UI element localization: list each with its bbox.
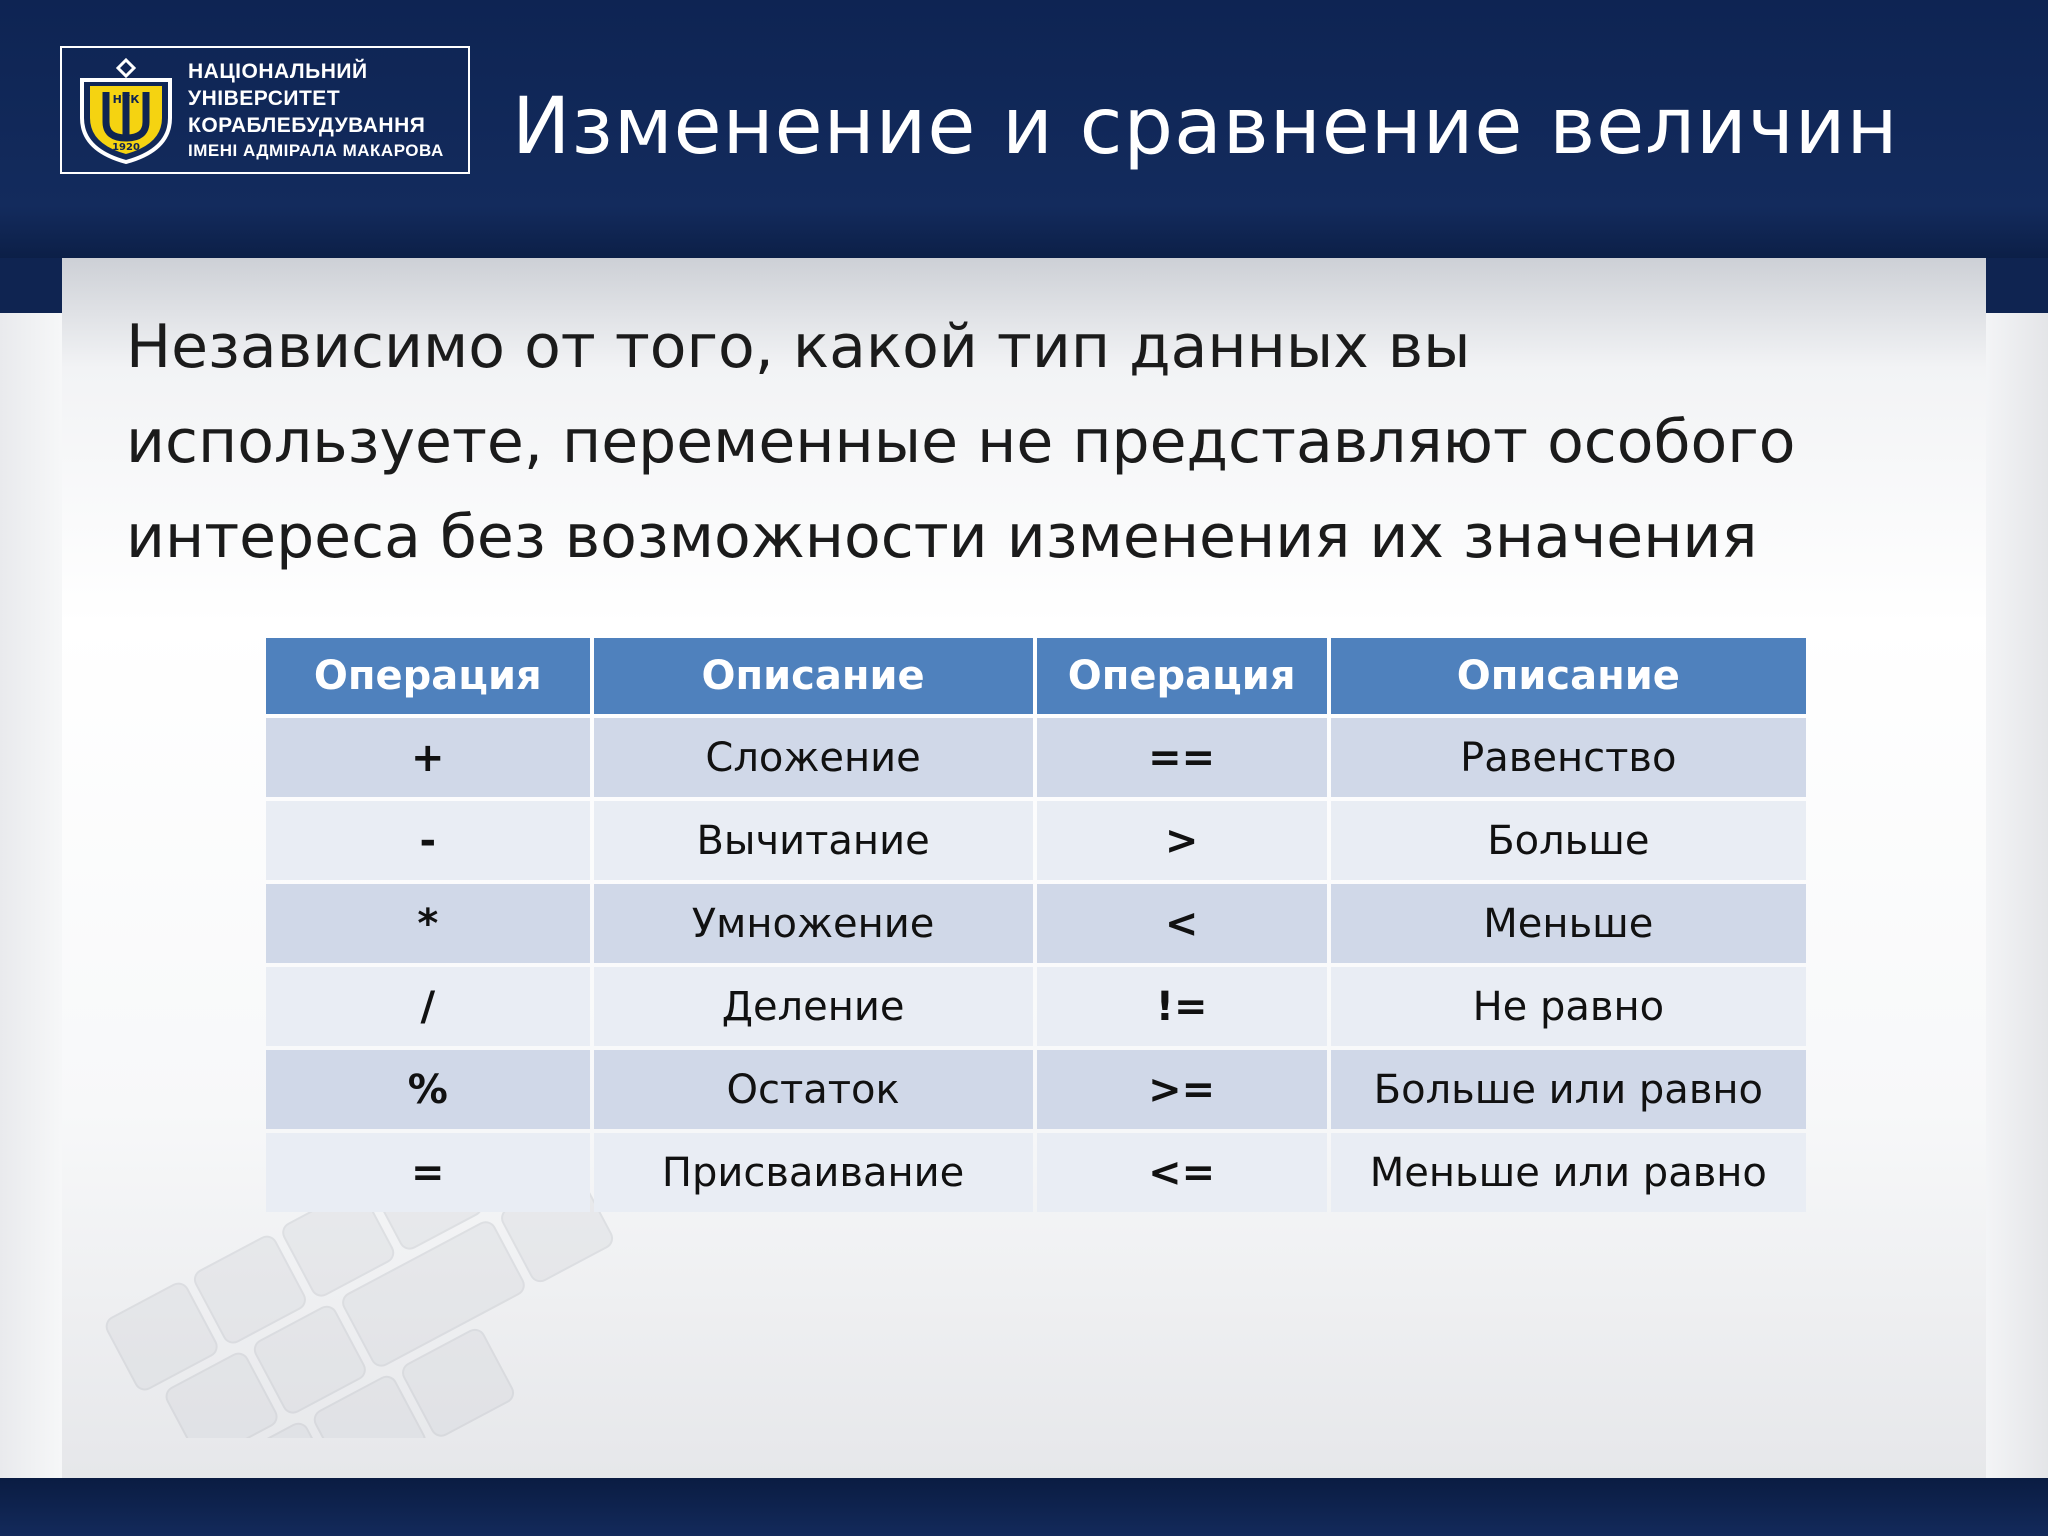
column-header: Описание (594, 638, 1033, 714)
intro-line: Независимо от того, какой тип данных вы (126, 312, 1471, 382)
operator-cell: < (1037, 884, 1327, 963)
left-frame (0, 258, 62, 313)
university-logo (60, 46, 470, 174)
intro-line: интереса без возможности изменения их значения (126, 502, 1758, 572)
operator-cell: = (266, 1133, 590, 1212)
logo-line: ІМЕНІ АДМІРАЛА МАКАРОВА (188, 141, 444, 160)
university-name (188, 58, 470, 163)
logo-line: НАЦІОНАЛЬНИЙ (188, 60, 368, 83)
table-row (266, 884, 1806, 963)
operator-cell: / (266, 967, 590, 1046)
description-cell: Деление (594, 967, 1033, 1046)
operator-cell: >= (1037, 1050, 1327, 1129)
description-cell: Больше (1331, 801, 1806, 880)
description-cell: Меньше (1331, 884, 1806, 963)
operator-cell: == (1037, 718, 1327, 797)
column-header: Описание (1331, 638, 1806, 714)
operator-cell: - (266, 801, 590, 880)
operator-cell: % (266, 1050, 590, 1129)
description-cell: Не равно (1331, 967, 1806, 1046)
description-cell: Остаток (594, 1050, 1033, 1129)
operator-cell: <= (1037, 1133, 1327, 1212)
table-row (266, 718, 1806, 797)
column-header: Операция (266, 638, 590, 714)
description-cell: Умножение (594, 884, 1033, 963)
operator-cell: > (1037, 801, 1327, 880)
table-header-row (266, 638, 1806, 714)
description-cell: Вычитание (594, 801, 1033, 880)
right-frame (1986, 258, 2048, 313)
table-row (266, 1050, 1806, 1129)
svg-text:НУК: НУК (112, 93, 140, 106)
footer-bar (0, 1478, 2048, 1536)
operator-cell: * (266, 884, 590, 963)
table-row (266, 801, 1806, 880)
table-row (266, 967, 1806, 1046)
logo-line: УНІВЕРСИТЕТ (188, 87, 341, 110)
university-emblem-icon (76, 58, 176, 164)
intro-line: используете, переменные не представляют особого (126, 407, 1796, 477)
table-row (266, 1133, 1806, 1212)
intro-text (126, 300, 1926, 585)
description-cell: Равенство (1331, 718, 1806, 797)
description-cell: Присваивание (594, 1133, 1033, 1212)
slide-title: Изменение и сравнение величин (512, 82, 1899, 172)
operator-cell: != (1037, 967, 1327, 1046)
description-cell: Больше или равно (1331, 1050, 1806, 1129)
logo-line: КОРАБЛЕБУДУВАННЯ (188, 114, 426, 137)
operations-table (262, 634, 1810, 1216)
description-cell: Сложение (594, 718, 1033, 797)
svg-text:1920: 1920 (112, 142, 140, 153)
column-header: Операция (1037, 638, 1327, 714)
operator-cell: + (266, 718, 590, 797)
description-cell: Меньше или равно (1331, 1133, 1806, 1212)
